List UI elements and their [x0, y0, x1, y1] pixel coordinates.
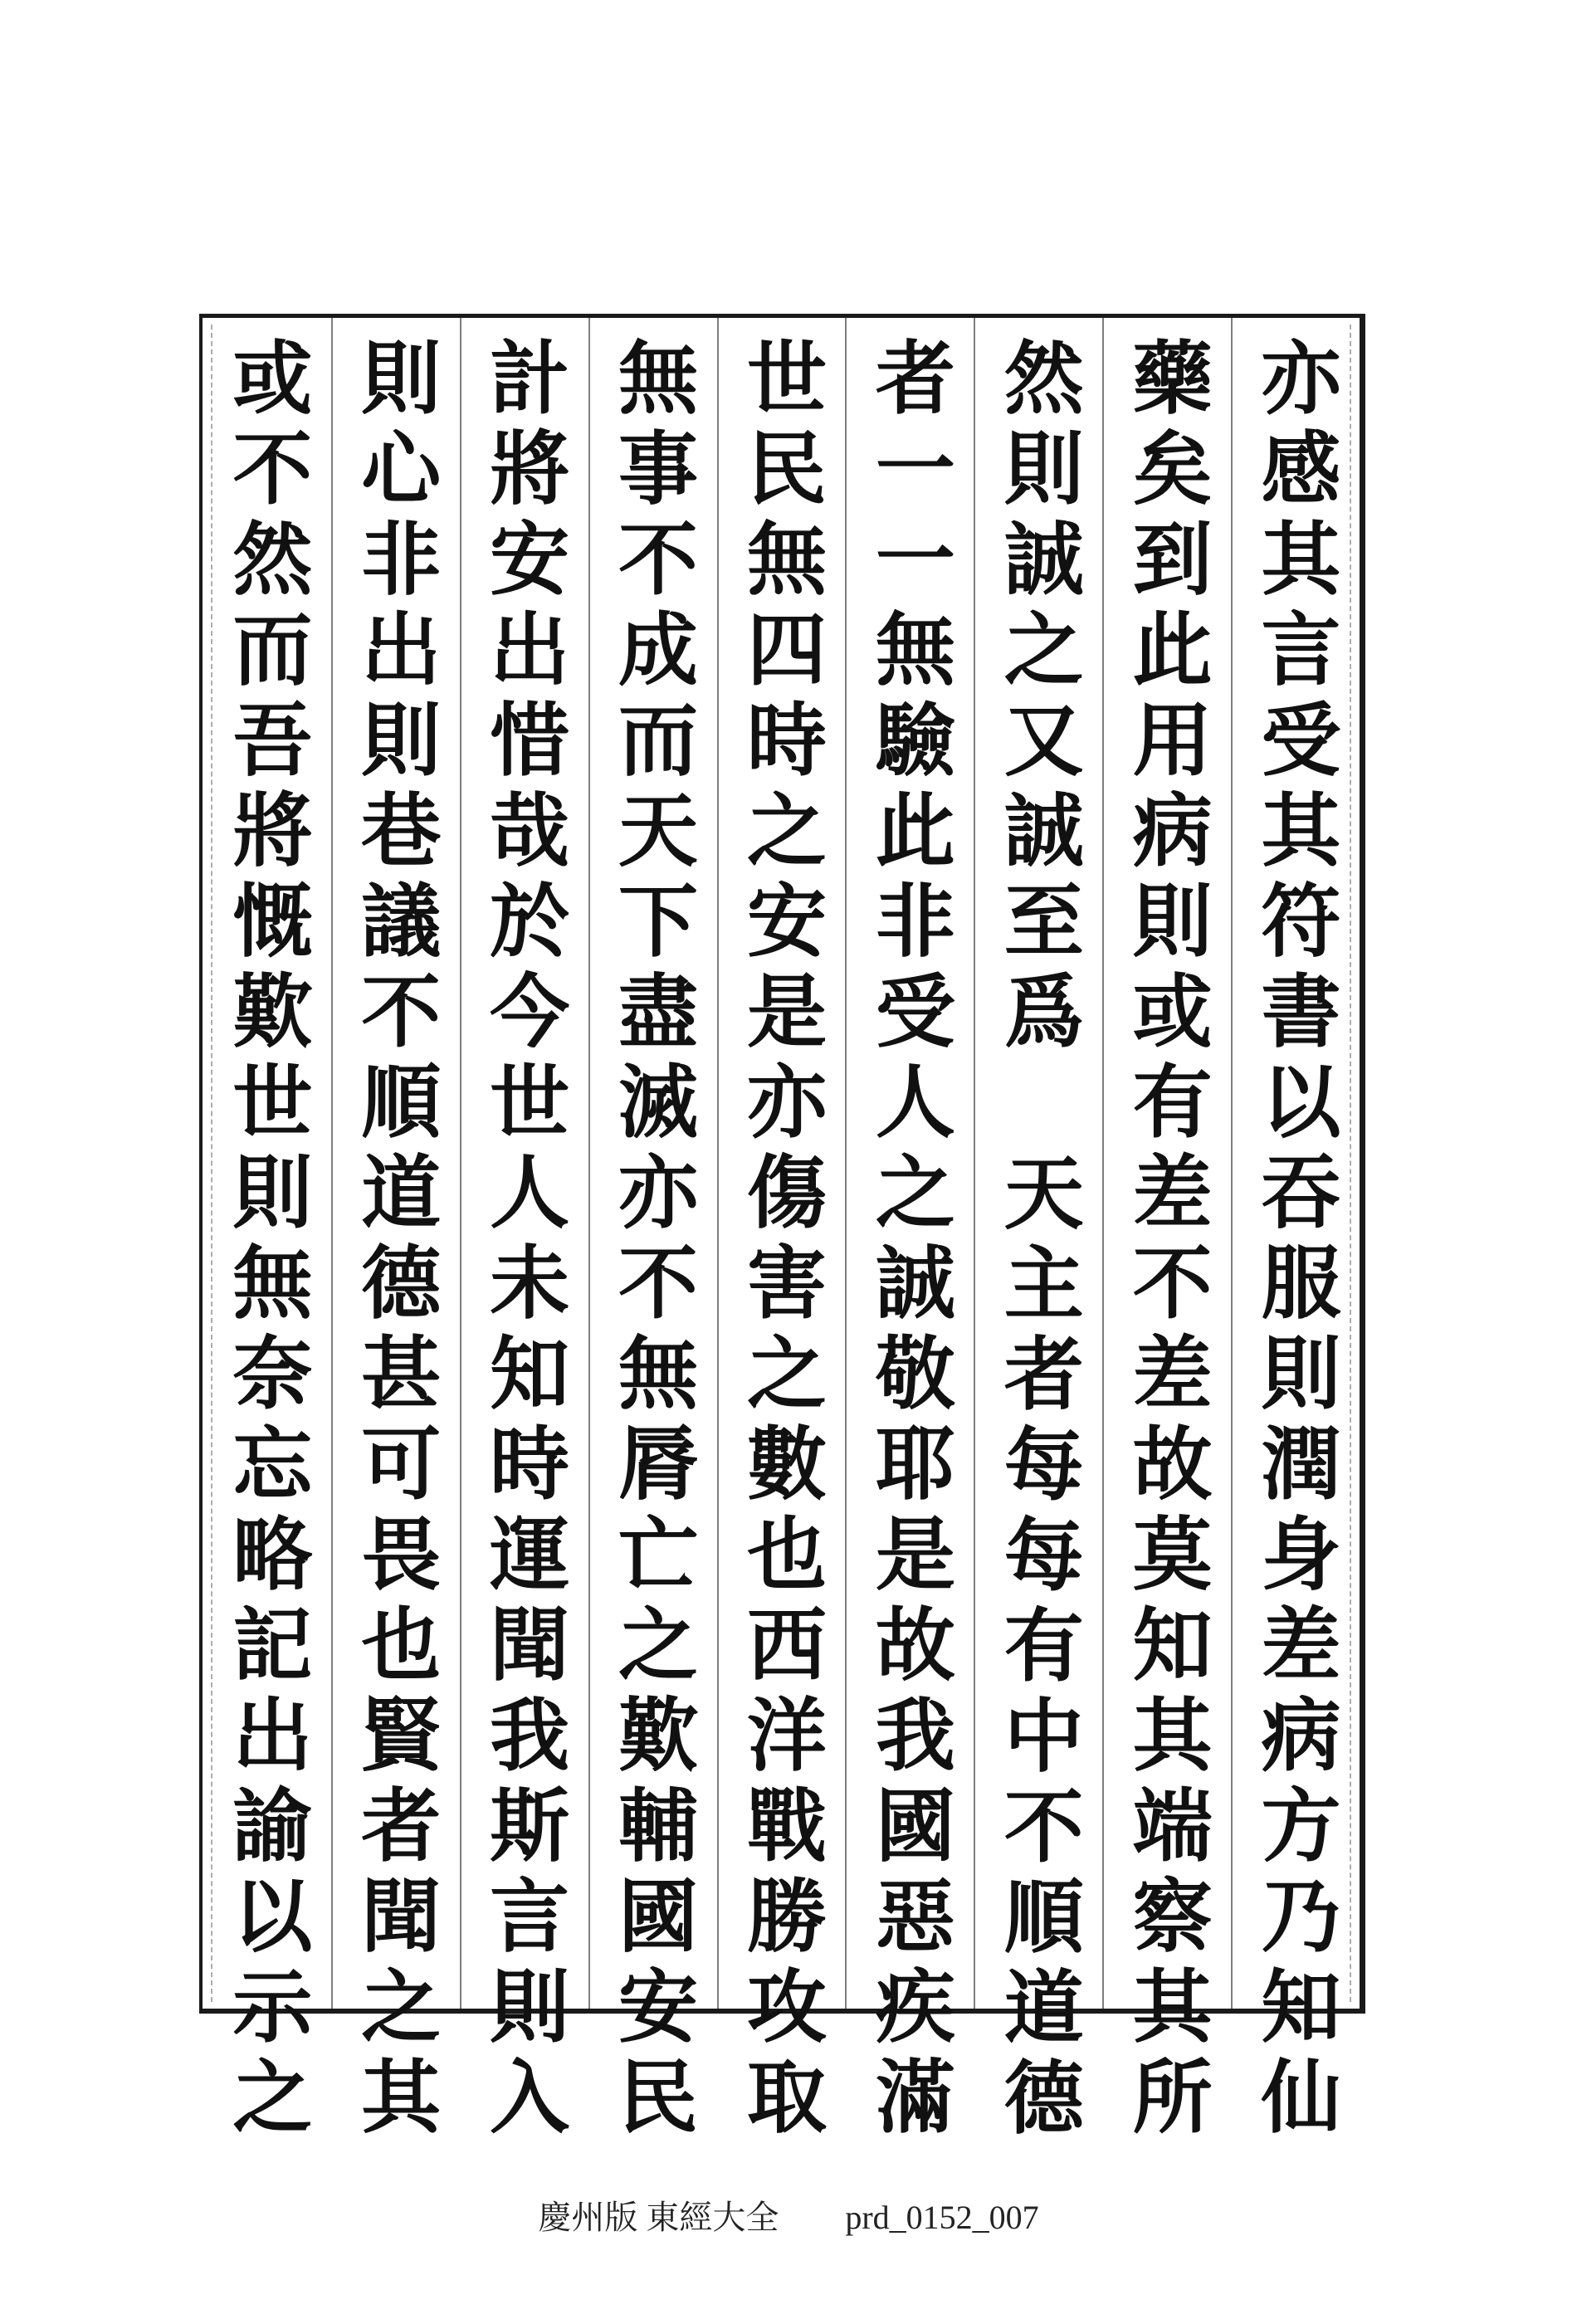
column-text: 或不然而吾將慨歎世則無奈忘略記出諭以示之 [219, 336, 314, 2146]
column-text: 亦感其言受其符書以吞服則潤身差病方乃知仙 [1248, 336, 1342, 2146]
text-column-8 [331, 318, 460, 2146]
footer-page-id: prd_0152_007 [845, 2199, 1039, 2236]
text-column-4 [845, 318, 974, 2146]
column-text: 計將安出惜哉於今世人未知時運聞我斯言則入 [476, 336, 571, 2146]
column-text [975, 336, 1102, 2146]
page-footer [0, 2191, 1577, 2239]
column-text: 藥矣到此用病則或有差不差故莫知其端察其所 [1120, 336, 1214, 2146]
column-text: 世民無四時之安是亦傷害之數也西洋戰勝攻取 [734, 336, 828, 2146]
text-column-3 [974, 318, 1102, 2146]
column-text-part-1: 然則誠之又誠至爲 [991, 336, 1086, 1060]
text-column-5 [717, 318, 846, 2146]
text-columns [203, 318, 1360, 2146]
text-column-1 [1231, 318, 1360, 2146]
column-text-part-2: 天主者每每有中不順道德 [991, 1151, 1086, 2146]
text-column-6 [588, 318, 717, 2146]
text-column-9 [203, 318, 331, 2146]
woodblock-frame [199, 314, 1365, 2146]
footer-title: 慶州版 東經大全 [538, 2199, 779, 2236]
column-text: 則心非出則巷議不順道德甚可畏也賢者聞之其 [348, 336, 442, 2146]
column-text: 者一一無驗此非受人之誠敬耶是故我國惡疾滿 [862, 336, 957, 2146]
column-text: 無事不成而天下盡滅亦不無脣亡之歎輔國安民 [605, 336, 700, 2146]
text-column-7 [460, 318, 588, 2146]
text-column-2 [1102, 318, 1231, 2146]
